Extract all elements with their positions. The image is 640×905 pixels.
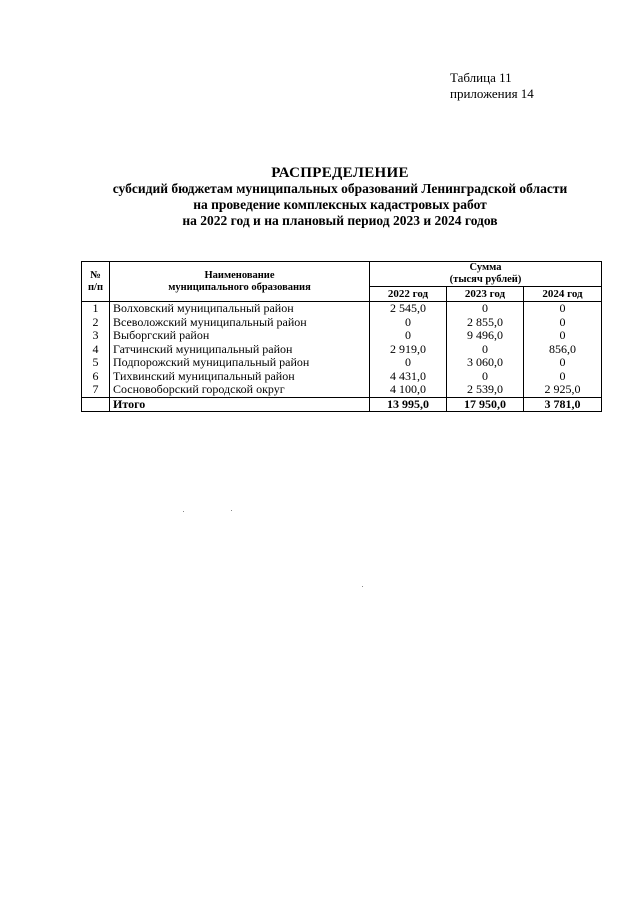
municipality-name: Сосновоборский городской округ (110, 383, 370, 397)
amount-2024: 0 (524, 370, 602, 384)
table-reference (450, 70, 534, 102)
municipality-name: Всеволожский муниципальный район (110, 316, 370, 330)
heading-line-2: на проведение комплексных кадастровых работ (193, 197, 487, 212)
row-number: 7 (82, 383, 110, 397)
column-header-2022: 2022 год (370, 287, 447, 302)
scan-speck (183, 511, 184, 512)
document-title: РАСПРЕДЕЛЕНИЕ (271, 165, 409, 181)
amount-2024: 0 (524, 329, 602, 343)
heading-line-1: субсидий бюджетам муниципальных образований Ленинградской области (112, 181, 568, 196)
row-number: 3 (82, 329, 110, 343)
heading-line-3: на 2022 год и на плановый период 2023 и 2024 годов (182, 213, 498, 228)
amount-2022: 4 431,0 (370, 370, 447, 384)
name-header-line-1: Наименование (204, 269, 275, 281)
amount-2022: 4 100,0 (370, 383, 447, 397)
appendix-number: приложения 14 (450, 86, 534, 101)
amount-2023: 0 (447, 302, 524, 316)
table-number: Таблица 11 (450, 70, 512, 85)
amount-2023: 3 060,0 (447, 356, 524, 370)
subsidy-table (81, 261, 602, 412)
municipality-name: Тихвинский муниципальный район (110, 370, 370, 384)
amount-2023: 0 (447, 343, 524, 357)
row-number: 2 (82, 316, 110, 330)
table-row (82, 302, 602, 316)
row-number: 5 (82, 356, 110, 370)
amount-2023: 0 (447, 370, 524, 384)
number-header-line-1: № (90, 269, 101, 281)
sum-header-line-2: (тысяч рублей) (449, 274, 522, 285)
amount-2022: 0 (370, 329, 447, 343)
table-row (82, 370, 602, 384)
amount-2024: 2 925,0 (524, 383, 602, 397)
column-header-sum (370, 262, 602, 287)
amount-2023: 2 539,0 (447, 383, 524, 397)
total-label: Итого (110, 397, 370, 412)
column-header-2024: 2024 год (524, 287, 602, 302)
table-row (82, 383, 602, 397)
amount-2022: 0 (370, 316, 447, 330)
table-row (82, 343, 602, 357)
scan-speck (362, 586, 363, 587)
total-2023: 17 950,0 (447, 397, 524, 412)
amount-2022: 0 (370, 356, 447, 370)
total-number-cell (82, 397, 110, 412)
column-header-number (82, 262, 110, 302)
document-heading (60, 165, 620, 229)
table-footer (82, 397, 602, 412)
amount-2024: 0 (524, 316, 602, 330)
row-number: 1 (82, 302, 110, 316)
amount-2022: 2 545,0 (370, 302, 447, 316)
row-number: 4 (82, 343, 110, 357)
name-header-line-2: муниципального образования (168, 281, 311, 293)
total-row (82, 397, 602, 412)
table-row (82, 329, 602, 343)
municipality-name: Выборгский район (110, 329, 370, 343)
amount-2024: 856,0 (524, 343, 602, 357)
amount-2023: 9 496,0 (447, 329, 524, 343)
table-body (82, 302, 602, 398)
total-2024: 3 781,0 (524, 397, 602, 412)
scan-speck (231, 510, 232, 511)
amount-2023: 2 855,0 (447, 316, 524, 330)
amount-2024: 0 (524, 356, 602, 370)
table-header (82, 262, 602, 302)
municipality-name: Гатчинский муниципальный район (110, 343, 370, 357)
row-number: 6 (82, 370, 110, 384)
sum-header-line-1: Сумма (469, 262, 502, 273)
column-header-2023: 2023 год (447, 287, 524, 302)
municipality-name: Подпорожский муниципальный район (110, 356, 370, 370)
total-2022: 13 995,0 (370, 397, 447, 412)
number-header-line-2: п/п (87, 281, 104, 293)
municipality-name: Волховский муниципальный район (110, 302, 370, 316)
table-row (82, 356, 602, 370)
amount-2024: 0 (524, 302, 602, 316)
table-row (82, 316, 602, 330)
amount-2022: 2 919,0 (370, 343, 447, 357)
column-header-name (110, 262, 370, 302)
